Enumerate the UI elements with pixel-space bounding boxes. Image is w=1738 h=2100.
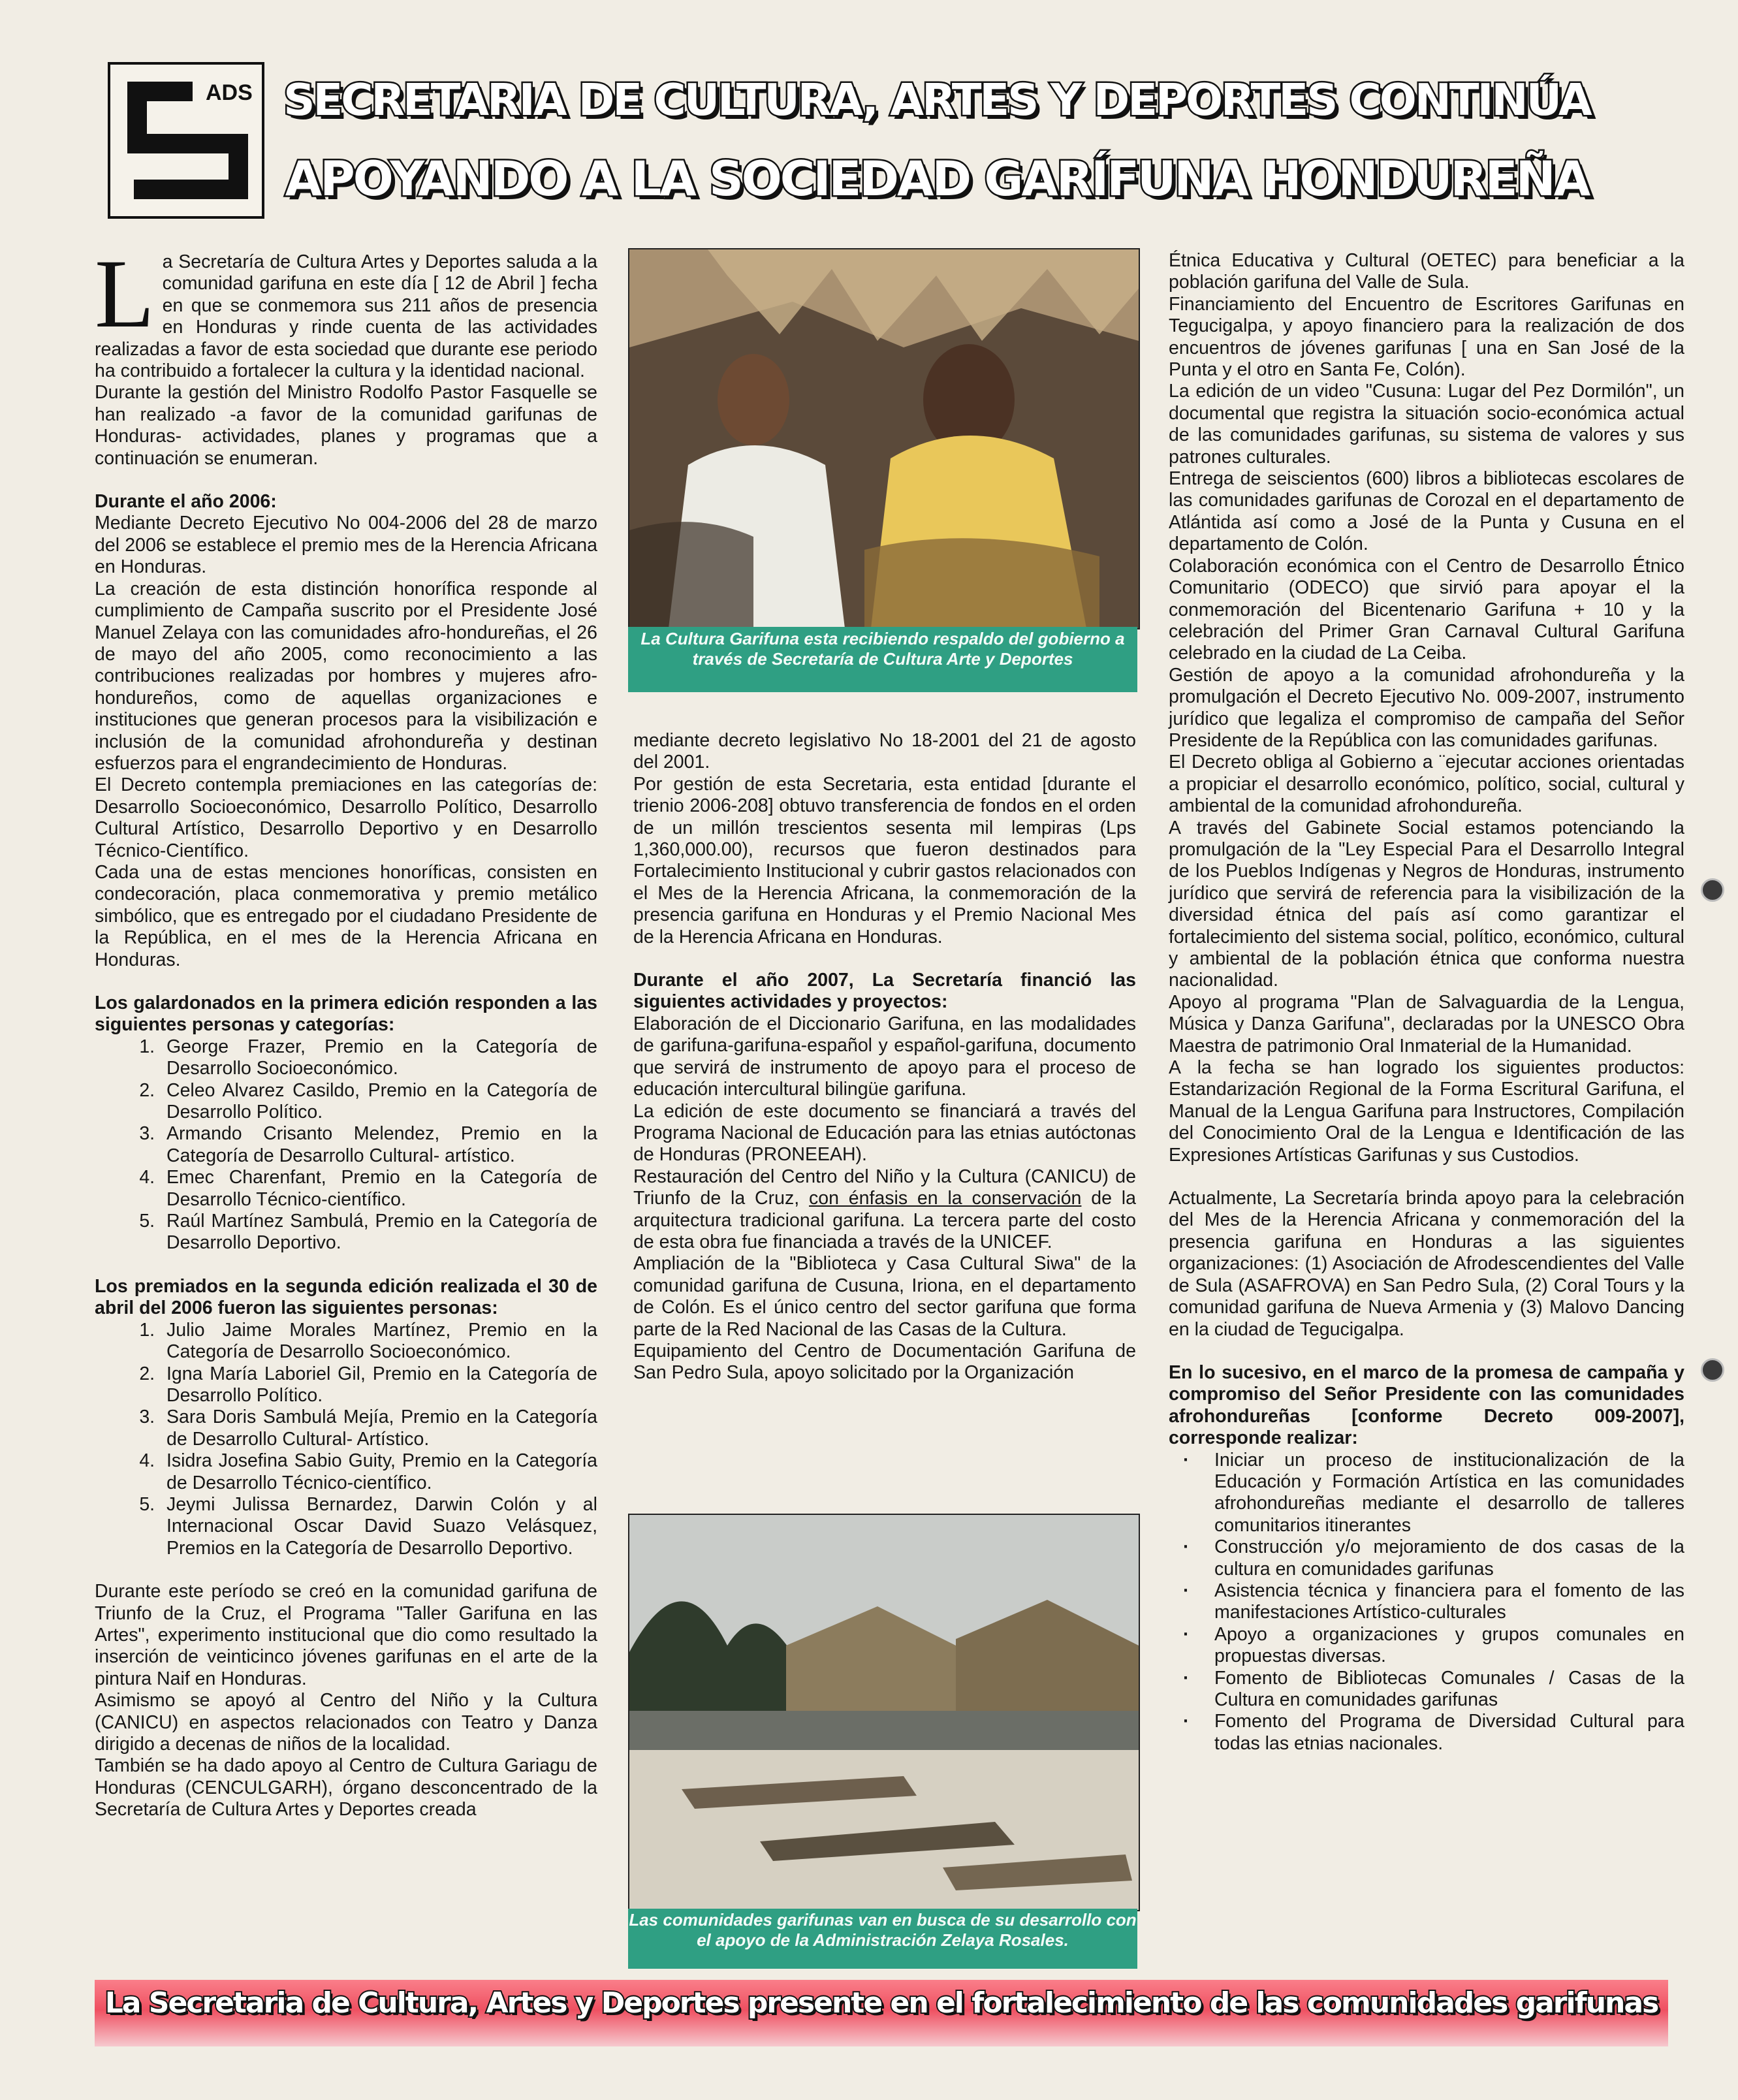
photo-garifuna-dancers xyxy=(628,248,1140,629)
commitments-list xyxy=(1169,1450,1684,1755)
paragraph: Financiamiento del Encuentro de Escritores Garifunas en Tegucigalpa, y apoyo financiero para la realización de dos encuentros de jóvenes garifunas [ una en San José de la Punta y el otro en Santa Fe, Colón). xyxy=(1169,293,1684,381)
paragraph: Cada una de estas menciones honoríficas, consisten en condecoración, placa conmemorativa y premio metálico simbólico, que es entregado por el ciudadano Presidente de la República, en el mes de la Herencia Africana en Honduras. xyxy=(95,861,597,970)
list-item: 1. Julio Jaime Morales Martínez, Premio en la Categoría de Desarrollo Socioeconómico. xyxy=(160,1320,597,1363)
section-heading-2007: Durante el año 2007, La Secretaría financió las siguientes actividades y proyectos: xyxy=(633,970,1136,1013)
photo-1-illustration xyxy=(629,249,1139,628)
list-item: · Fomento de Bibliotecas Comunales / Casas de la Cultura en comunidades garifunas xyxy=(1214,1668,1684,1711)
list-item: · Construcción y/o mejoramiento de dos casas de la cultura en comunidades garifunas xyxy=(1214,1536,1684,1580)
paragraph: Por gestión de esta Secretaria, esta entidad [durante el trienio 2006-208] obtuvo transferencia de fondos en el orden de un millón trescientos sesenta mil lempiras (Lps 1,360,000.00), recursos que fueron destinados para Fortalecimiento Institucional y cubrir gastos relacionados con el Mes de la Herencia Africana, la conmemoración de la presencia garifuna en Honduras y el Premio Nacional Mes de la Herencia Africana en Honduras. xyxy=(633,773,1136,947)
list-item: 2. Igna María Laboriel Gil, Premio en la Categoría de Desarrollo Político. xyxy=(160,1363,597,1407)
list-item: 5. Jeymi Julissa Bernardez, Darwin Colón y al Internacional Oscar David Suazo Velásquez, Premios en la Categoría de Desarrollo Deportivo. xyxy=(160,1494,597,1559)
list-item: 4. Emec Charenfant, Premio en la Categoría de Desarrollo Técnico-científico. xyxy=(160,1167,597,1211)
section-heading-first-edition: Los galardonados en la primera edición responden a las siguientes personas y categorías: xyxy=(95,993,597,1036)
column-1 xyxy=(95,240,597,1821)
paragraph: A través del Gabinete Social estamos potenciando la promulgación de la "Ley Especial Para el Desarrollo Integral de los Pueblos Indígenas y Negros de Honduras, instrumento jurídico que servirá de referencia para la visibilización de la diversidad étnica del país así como garantizar el fortalecimiento del sistema social, político, económico, cultural y ambiental de la población étnica que conforma nuestra nacionalidad. xyxy=(1169,817,1684,991)
headline-line-2: APOYANDO A LA SOCIEDAD GARÍFUNA HONDUREÑA xyxy=(285,151,1589,207)
photo-2-caption: Las comunidades garifunas van en busca de su desarrollo con el apoyo de la Administración Zelaya Rosales. xyxy=(628,1909,1137,1969)
column-2 xyxy=(633,730,1136,1384)
paragraph: También se ha dado apoyo al Centro de Cultura Gariagu de Honduras (CENCULGARH), órgano desconcentrado de la Secretaría de Cultura Artes y Deportes creada xyxy=(95,1755,597,1821)
awardees-first-list xyxy=(95,1036,597,1254)
list-item: 4. Isidra Josefina Sabio Guity, Premio en la Categoría de Desarrollo Técnico-científico. xyxy=(160,1450,597,1494)
photo-1-caption: La Cultura Garifuna esta recibiendo respaldo del gobierno a través de Secretaría de Cultura Arte y Deportes xyxy=(628,627,1137,692)
paragraph: Colaboración económica con el Centro de Desarrollo Étnico Comunitario (ODECO) que sirvió para apoyar el la conmemoración del Bicentenario Garifuna + 10 y la celebración del Primer Gran Carnaval Cultural Garifuna celebrado en la ciudad de La Ceiba. xyxy=(1169,555,1684,664)
column-3 xyxy=(1169,250,1684,1755)
paragraph: El Decreto contempla premiaciones en las categorías de: Desarrollo Socioeconómico, Desarrollo Político, Desarrollo Cultural Artístico, Desarrollo Deportivo y en Desarrollo Técnico-Científico. xyxy=(95,774,597,861)
list-item: 3. Armando Crisanto Melendez, Premio en la Categoría de Desarrollo Cultural- artístico. xyxy=(160,1123,597,1167)
paragraph: La edición de un video "Cusuna: Lugar del Pez Dormilón", un documental que registra la situación socio-económica actual de las comunidades garifunas, su sistema de valores y sus patrones culturales. xyxy=(1169,381,1684,468)
footer-banner-text: La Secretaria de Cultura, Artes y Deportes presente en el fortalecimiento de las comunidades garifunas xyxy=(104,1986,1658,2020)
paragraph: Actualmente, La Secretaría brinda apoyo para la celebración del Mes de la Herencia Africana y conmemoración del la presencia garifuna en Honduras a las siguientes organizaciones: (1) Asociación de Afrodescendientes del Valle de Sula (ASAFROVA) en San Pedro Sula, (2) Coral Tours y la comunidad garifuna de Nueva Armenia y (3) Malovo Dancing en la ciudad de Tegucigalpa. xyxy=(1169,1188,1684,1340)
section-heading-future: En lo sucesivo, en el marco de la promesa de campaña y compromiso del Señor Presidente con las comunidades afrohondureñas [conforme Decreto 009-2007], corresponde realizar: xyxy=(1169,1361,1684,1449)
list-item: · Asistencia técnica y financiera para el fomento de las manifestaciones Artístico-culturales xyxy=(1214,1580,1684,1624)
photo-garifuna-village xyxy=(628,1514,1140,1911)
list-item: 2. Celeo Alvarez Casildo, Premio en la Categoría de Desarrollo Político. xyxy=(160,1080,597,1124)
paragraph: Étnica Educativa y Cultural (OETEC) para beneficiar a la población garifuna del Valle de Sula. xyxy=(1169,250,1684,293)
list-item: 1. George Frazer, Premio en la Categoría de Desarrollo Socioeconómico. xyxy=(160,1036,597,1080)
paragraph: Entrega de seiscientos (600) libros a bibliotecas escolares de las comunidades garifunas de Corozal en el departamento de Atlántida así como a José de la Punta y Cusuna en el departamento de Colón. xyxy=(1169,468,1684,555)
paragraph: Mediante Decreto Ejecutivo No 004-2006 del 28 de marzo del 2006 se establece el premio mes de la Herencia Africana en Honduras. xyxy=(95,513,597,578)
awardees-second-list xyxy=(95,1320,597,1559)
paragraph: Restauración del Centro del Niño y la Cultura (CANICU) de Triunfo de la Cruz, con énfasis en la conservación de la arquitectura tradicional garifuna. La tercera parte del costo de esta obra fue financiada a través de la UNICEF. xyxy=(633,1166,1136,1252)
paragraph: Durante la gestión del Ministro Rodolfo Pastor Fasquelle se han realizado -a favor de la comunidad garifunas de Honduras- actividades, planes y programas que a continuación se enumeran. xyxy=(95,382,597,469)
list-item: 5. Raúl Martínez Sambulá, Premio en la Categoría de Desarrollo Deportivo. xyxy=(160,1211,597,1254)
headline-line-1: SECRETARIA DE CULTURA, ARTES Y DEPORTES CONTINÚA xyxy=(283,74,1590,125)
binder-hole-mark xyxy=(1701,878,1724,902)
list-item: 3. Sara Doris Sambulá Mejía, Premio en la Categoría de Desarrollo Cultural- Artístico. xyxy=(160,1407,597,1450)
paragraph: mediante decreto legislativo No 18-2001 del 21 de agosto del 2001. xyxy=(633,730,1136,773)
section-heading-second-edition: Los premiados en la segunda edición realizada el 30 de abril del 2006 fueron las siguientes personas: xyxy=(95,1275,597,1319)
paragraph: Ampliación de la "Biblioteca y Casa Cultural Siwa" de la comunidad garifuna de Cusuna, Iriona, en el departamento de Colón. Es el único centro del sector garifuna que forma parte de la Red Nacional de las Casas de la Cultura. xyxy=(633,1253,1136,1340)
svg-text:ADS: ADS xyxy=(206,80,253,105)
cads-logo xyxy=(108,62,264,219)
paragraph: Gestión de apoyo a la comunidad afrohondureña y la promulgación el Decreto Ejecutivo No. 009-2007, instrumento jurídico que legaliza el compromiso de campaña del Señor Presidente de la República con las comunidades garifunas. xyxy=(1169,664,1684,751)
paragraph: A la fecha se han logrado los siguientes productos: Estandarización Regional de la Forma Escritural Garifuna, el Manual de la Lengua Garifuna para Instructores, Compilación del Conocimiento Oral de la Lengua e Identificación de las Expresiones Artísticas Garifunas y sus Custodios. xyxy=(1169,1057,1684,1166)
paragraph: Elaboración de el Diccionario Garifuna, en las modalidades de garifuna-garifuna-español y español-garifuna, documento que servirá de instrumento de apoyo para el proceso de educación intercultural bilingüe garifuna. xyxy=(633,1013,1136,1100)
list-item: · Fomento del Programa de Diversidad Cultural para todas las etnias nacionales. xyxy=(1214,1711,1684,1755)
section-heading-2006: Durante el año 2006: xyxy=(95,491,277,513)
binder-hole-mark xyxy=(1701,1358,1724,1382)
paragraph: La creación de esta distinción honorífica responde al cumplimiento de Campaña suscrito por el Presidente José Manuel Zelaya con las comunidades afro-hondureñas, el 26 de mayo del año 2005, como reconocimiento a las contribuciones realizadas por hombres y mujeres afro-hondureños, como de aquellas organizaciones e instituciones que generan procesos para la visibilización e inclusión de la comunidad afrohondureña y destinan esfuerzos para el engrandecimiento de Honduras. xyxy=(95,578,597,774)
drop-cap: L xyxy=(95,240,155,348)
paragraph: Asimismo se apoyó al Centro del Niño y la Cultura (CANICU) en aspectos relacionados con Teatro y Danza dirigido a decenas de niños de la localidad. xyxy=(95,1690,597,1755)
paragraph: Durante este período se creó en la comunidad garifuna de Triunfo de la Cruz, el Programa "Taller Garifuna en las Artes", experimento institucional que dio como resultado la inserción de veinticinco jóvenes garifunas en el arte de la pintura Naif en Honduras. xyxy=(95,1581,597,1689)
paragraph: El Decreto obliga al Gobierno a ¨ejecutar acciones orientadas a propiciar el desarrollo económico, político, social, cultural y ambiental de la comunidad afrohondureña. xyxy=(1169,752,1684,817)
photo-2-illustration xyxy=(629,1515,1139,1910)
list-item: · Apoyo a organizaciones y grupos comunales en propuestas diversas. xyxy=(1214,1624,1684,1668)
paragraph: Equipamiento del Centro de Documentación Garifuna de San Pedro Sula, apoyo solicitado por la Organización xyxy=(633,1340,1136,1384)
intro-paragraph: La Secretaría de Cultura Artes y Deportes saluda a la comunidad garifuna en este día [ 12 de Abril ] fecha en que se conmemora sus 211 años de presencia en Honduras y rinde cuenta de las actividades realizadas a favor de esta sociedad que durante ese periodo ha contribuido a fortalecer la cultura y la identidad nacional. xyxy=(95,240,597,382)
paragraph: La edición de este documento se financiará a través del Programa Nacional de Educación para las etnias autóctonas de Honduras (PRONEEAH). xyxy=(633,1100,1136,1166)
list-item: · Iniciar un proceso de institucionalización de la Educación y Formación Artística en las comunidades afrohondureñas mediante el desarrollo de talleres comunitarios itinerantes xyxy=(1214,1450,1684,1537)
paragraph: Apoyo al programa "Plan de Salvaguardia de la Lengua, Música y Danza Garifuna", declaradas por la UNESCO Obra Maestra de patrimonio Oral Inmaterial de la Humanidad. xyxy=(1169,991,1684,1057)
